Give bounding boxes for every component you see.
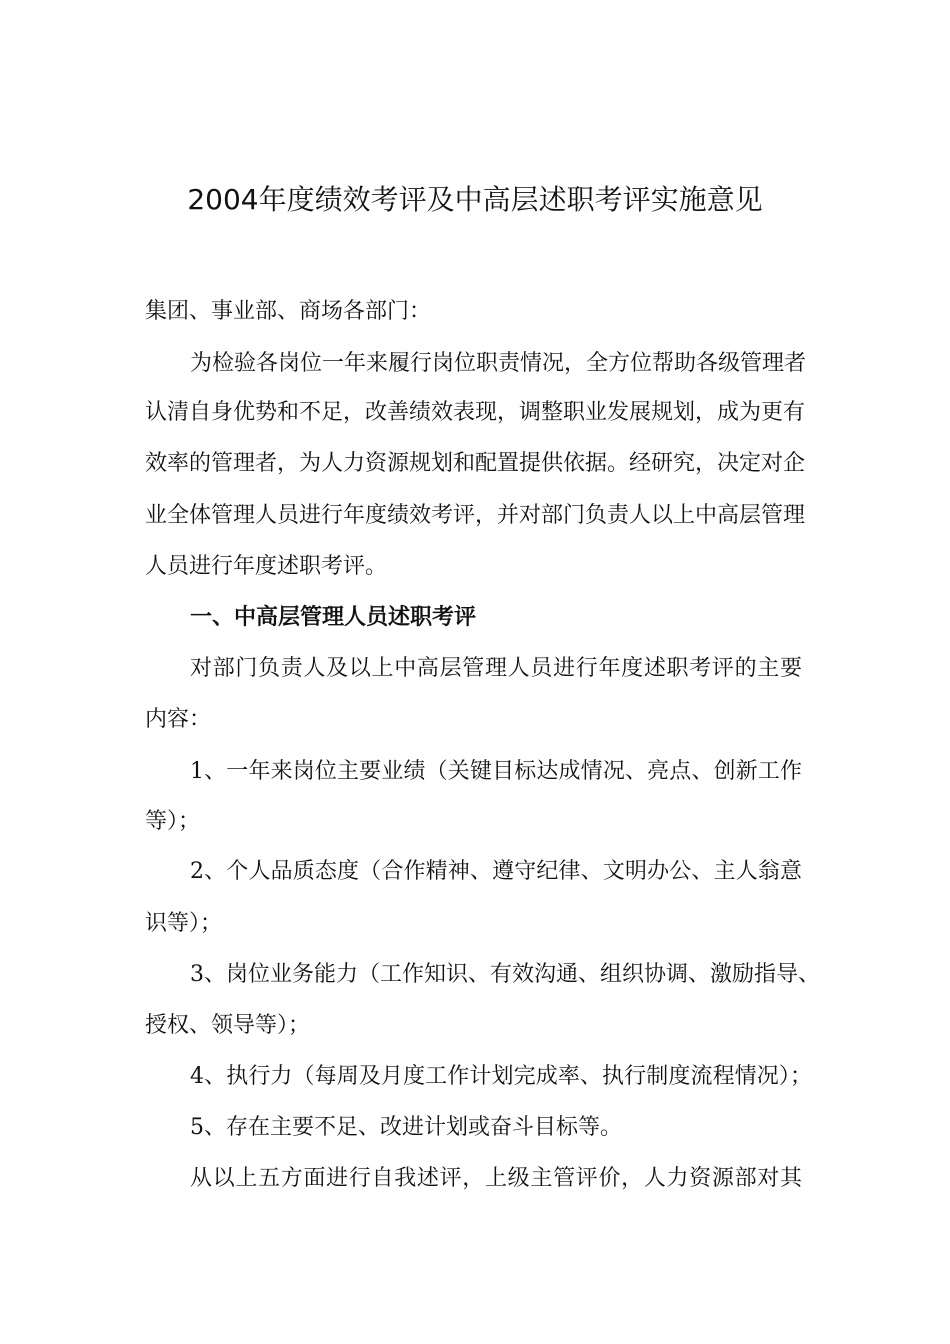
intro-line-3: 效率的管理者，为人力资源规划和配置提供依据。经研究，决定对企 bbox=[145, 451, 806, 476]
salutation: 集团、事业部、商场各部门： bbox=[145, 299, 432, 324]
closing-line: 从以上五方面进行自我述评，上级主管评价，人力资源部对其 bbox=[190, 1166, 802, 1191]
list-item-5: 5、存在主要不足、改进计划或奋斗目标等。 bbox=[190, 1115, 622, 1140]
intro-line-5: 人员进行年度述职考评。 bbox=[145, 554, 388, 579]
list-item-3-line-2: 授权、领导等）； bbox=[145, 1013, 311, 1038]
section-1-intro-line-2: 内容： bbox=[145, 707, 212, 732]
list-item-2-line-1: 2、个人品质态度（合作精神、遵守纪律、文明办公、主人翁意 bbox=[190, 859, 802, 884]
intro-line-4: 业全体管理人员进行年度绩效考评，并对部门负责人以上中高层管理 bbox=[145, 503, 806, 528]
intro-line-2: 认清自身优势和不足，改善绩效表现，调整职业发展规划，成为更有 bbox=[145, 400, 806, 425]
list-item-1-line-1: 1、一年来岗位主要业绩（关键目标达成情况、亮点、创新工作 bbox=[190, 759, 802, 784]
list-item-1-line-2: 等）； bbox=[145, 809, 201, 834]
intro-line-1: 为检验各岗位一年来履行岗位职责情况，全方位帮助各级管理者 bbox=[190, 351, 807, 376]
list-item-2-line-2: 识等）； bbox=[145, 911, 223, 936]
document-title: 2004年度绩效考评及中高层述职考评实施意见 bbox=[187, 183, 763, 216]
section-1-intro-line-1: 对部门负责人及以上中高层管理人员进行年度述职考评的主要 bbox=[190, 656, 802, 681]
list-item-4: 4、执行力（每周及月度工作计划完成率、执行制度流程情况）； bbox=[190, 1064, 812, 1089]
section-1-heading: 一、中高层管理人员述职考评 bbox=[190, 605, 477, 630]
list-item-3-line-1: 3、岗位业务能力（工作知识、有效沟通、组织协调、激励指导、 bbox=[190, 962, 820, 987]
